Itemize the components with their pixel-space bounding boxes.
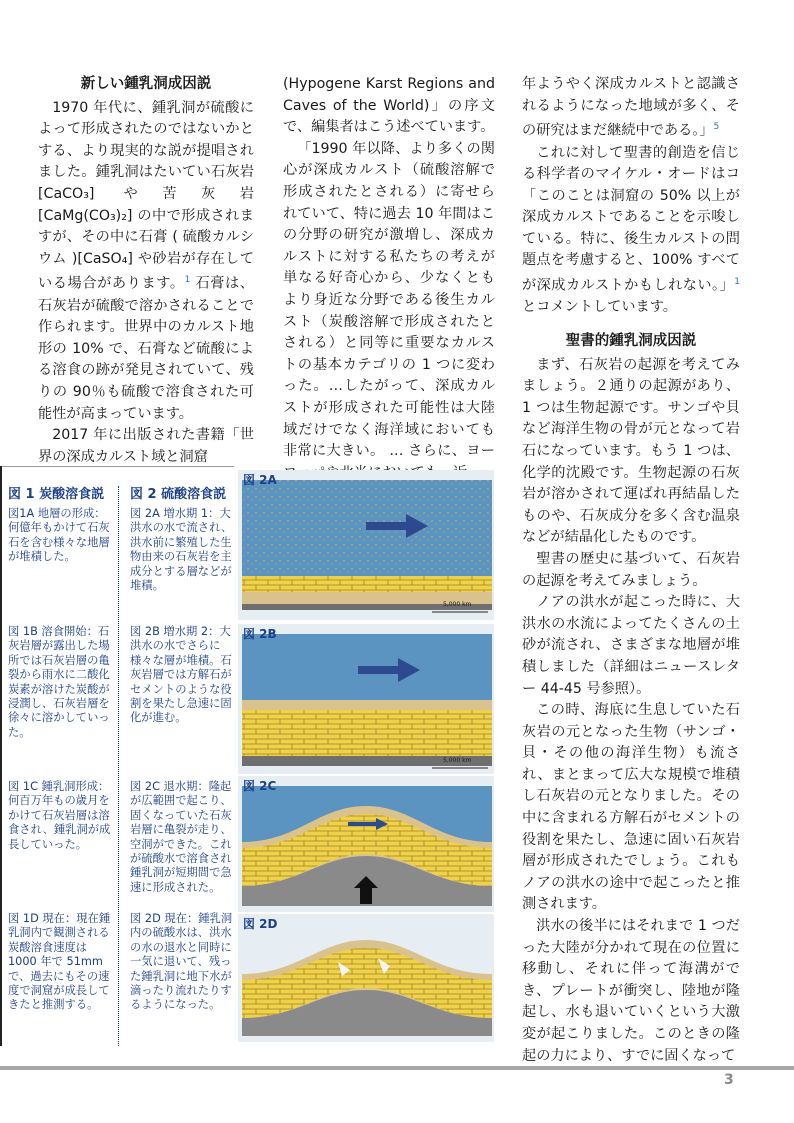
fig1b-caption: 図 1B 溶食開始：石灰岩層が露出した場所では石灰岩層の亀裂から雨水に二酸化炭素が溶けた炭酸が浸潤し、石灰岩層を徐々に溶かしていった。 bbox=[8, 625, 110, 739]
diagram-2a-label: 図 2A bbox=[243, 473, 277, 487]
scale-label: 5,000 km bbox=[443, 757, 472, 764]
diagram-2c bbox=[238, 776, 494, 912]
fig1d-caption: 図 1D 現在：現在鍾乳洞内で観測される炭酸溶食速度は 1000 年で 51mm で、過去にもその速度で洞窟が成長してきたと推測する。 bbox=[8, 912, 111, 1012]
diagram-2b-label: 図 2B bbox=[243, 627, 277, 641]
figure-left-bar bbox=[0, 466, 2, 1046]
fig2-title: 図 2 硫酸溶食説 bbox=[130, 487, 227, 502]
paragraph: (Hypogene Karst Regions and Caves of the World)」の序文で、編集者はこう述べています。 bbox=[283, 76, 495, 136]
paragraph: 2017 年に出版された書籍「世界の深成カルスト域と洞窟 bbox=[38, 427, 254, 465]
fig1-title: 図 1 炭酸溶食説 bbox=[8, 487, 105, 502]
column-1 bbox=[38, 74, 254, 468]
fig1c-caption: 図 1C 鍾乳洞形成：何百万年もの歳月をかけて石灰岩層は溶食され、鍾乳洞が成長していった。 bbox=[8, 780, 111, 851]
footnote-ref: 1 bbox=[184, 275, 191, 286]
diagram-2c-label: 図 2C bbox=[243, 779, 277, 793]
diagram-2d-label: 図 2D bbox=[243, 917, 278, 931]
paragraph: この時、海底に生息していた石灰岩の元となった生物（サンゴ・貝・その他の海洋生物）も流され、まとまって広大な規模で堆積し石灰岩の元となりました。その中に含まれる方解石がセメントの役割を果たし、急速に固い石灰岩層が形成されたでしょう。これもノアの洪水の途中で起こったと推測されます。 bbox=[522, 702, 740, 913]
figure-divider bbox=[118, 486, 119, 1046]
diagram-2d-art bbox=[238, 914, 494, 1042]
fig2a-caption: 図 2A 増水期 1：大洪水の水で流され、洪水前に繁殖した生物由来の石灰岩を主成分とする層などが堆積。 bbox=[130, 507, 233, 593]
diagram-2a-art bbox=[238, 470, 494, 620]
diagram-2b bbox=[238, 624, 494, 774]
page-number: 3 bbox=[724, 1072, 734, 1088]
paragraph: ノアの洪水が起こった時に、大洪水の水流によってたくさんの土砂が流され、さまざまな地層が堆積しました（詳細はニュースレター 44-45 号参照）。 bbox=[522, 594, 740, 697]
fig2b-caption: 図 2B 増水期 2：大洪水の水でさらに様々な層が堆積。石灰岩層では方解石がセメントのような役割を果たし急速に固化が進む。 bbox=[130, 625, 232, 725]
fig2d-caption: 図 2D 現在：鍾乳洞内の硫酸水は、洪水の水の退水と同時に一気に退いて、残った鍾乳洞に地下水が滴ったり流れたりするようになった。 bbox=[130, 912, 233, 1012]
section-heading-biblical-theory: 聖書的鍾乳洞成因説 bbox=[565, 333, 697, 349]
fig1a-caption: 図1A 地層の形成：何億年もかけて石灰石を含む様々な地層が堆積した。 bbox=[8, 507, 110, 564]
figure-top-rule bbox=[0, 466, 234, 467]
section-heading-new-theory: 新しい鍾乳洞成因説 bbox=[80, 76, 212, 92]
column-3 bbox=[522, 74, 740, 1067]
scale-label: 5,000 km bbox=[443, 601, 472, 608]
paragraph: 1970 年代に、鍾乳洞が硫酸によって形成されたのではないかとする、より現実的な説が提唱されました。鍾乳洞はたいてい石灰岩 [CaCO₃] や苦灰岩 [CaMg(CO₃)₂] の中で形成されますが、その中に石膏 ( 硫酸カルシウム )[CaSO₄] や砂岩が存在している場合があります。$^1$ 石膏は、石灰岩が硫酸で溶かされることで作られます。世界中のカルスト地形の 10% で、石膏など硫酸による溶食の跡が発見されていて、残りの 90％も硫酸で溶食された可能性が高まっています。 bbox=[38, 99, 254, 422]
diagram-2d bbox=[238, 914, 494, 1042]
fig2c-caption: 図 2C 退水期：隆起が広範囲で起こり、固くなっていた石灰岩層に亀裂が走り、空洞ができた。これが硫酸水で溶食され鍾乳洞が短期間で急速に形成された。 bbox=[130, 780, 232, 894]
paragraph: 聖書の歴史に基づいて、石灰岩の起源を考えてみましょう。 bbox=[522, 550, 740, 589]
paragraph: 洪水の後半にはそれまで 1 つだった大陸が分かれて現在の位置に移動し、それに伴って海溝ができ、プレートが衝突し、陸地が隆起し、水も退いていくという大激変が起こりました。このときの隆起の力により、すでに固くなって bbox=[522, 918, 740, 1064]
paragraph: 年ようやく深成カルストと認識されるようになった地域が多く、その研究はまだ継続中である。」$^5$ bbox=[522, 76, 740, 139]
footer-rule bbox=[0, 1066, 794, 1070]
diagram-2c-art bbox=[238, 776, 494, 912]
diagram-2b-art bbox=[238, 624, 494, 774]
diagram-2a bbox=[238, 470, 494, 620]
quote-paragraph: 「1990 年以降、より多くの関心が深成カルスト（硫酸溶解で形成されたとされる）に寄せられていて、特に過去 10 年間はこの分野の研究が激増し、深成カルストに対する私たちの考えが単なる好奇心から、少なくともより身近な分野である後生カルスト（炭酸溶解で形成されたとされる）と同等に重要なカルストの基本カテゴリの 1 つに変わった。…したがって、深成カルストが形成された可能性は大陸域だけでなく海洋域においても非常に大きい。 … さらに、ヨー bbox=[283, 140, 495, 460]
footnote-ref: 5 bbox=[713, 122, 720, 133]
paragraph: これに対して聖書的創造を信じる科学者のマイケル・オードはコ「このことは洞窟の 50% 以上が深成カルストであることを示唆している。特に、後生カルストの問題点を考慮すると、100% すべてが深成カルストかもしれない。」$^1$ とコメントしています。 bbox=[522, 144, 740, 316]
paragraph: まず、石灰岩の起源を考えてみましょう。２通りの起源があり、1 つは生物起源です。サンゴや貝など海洋生物の骨が元となって岩石になっています。もう 1 つは、化学的沈殿です。生物起源の石灰岩が溶かされて運ばれ再結晶したものや、石灰成分を多く含む温泉などが結晶化したものです。 bbox=[522, 356, 740, 546]
footnote-ref: 1 bbox=[734, 277, 740, 288]
column-2 bbox=[283, 74, 495, 484]
